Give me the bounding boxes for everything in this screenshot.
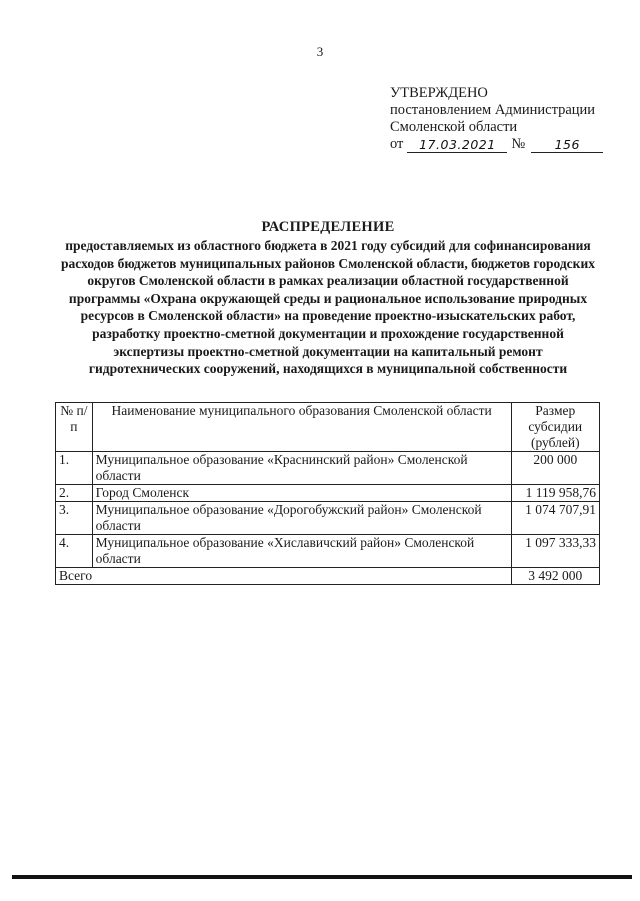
table-row (56, 485, 600, 502)
number-prefix: № (511, 136, 526, 152)
approval-title: УТВЕРЖДЕНО (390, 85, 488, 101)
header-municipality: Наименование муниципального образования Смоленской области (92, 403, 511, 452)
handwritten-date: 17.03.2021 (407, 138, 507, 153)
row-municipality: Муниципальное образование «Краснинский район» Смоленской области (92, 452, 511, 485)
row-amount: 1 074 707,91 (511, 502, 599, 535)
row-number: 2. (56, 485, 93, 502)
subsidy-table (55, 402, 600, 585)
row-municipality: Муниципальное образование «Дорогобужский район» Смоленской области (92, 502, 511, 535)
document-heading (58, 218, 598, 378)
total-label: Всего (56, 568, 512, 585)
row-number: 1. (56, 452, 93, 485)
total-amount: 3 492 000 (511, 568, 599, 585)
row-municipality: Город Смоленск (92, 485, 511, 502)
table-row (56, 502, 600, 535)
date-prefix: от (390, 136, 404, 152)
handwritten-number: 156 (531, 138, 603, 153)
row-amount: 1 097 333,33 (511, 535, 599, 568)
row-municipality: Муниципальное образование «Хиславичский район» Смоленской области (92, 535, 511, 568)
table-row (56, 452, 600, 485)
table-total-row (56, 568, 600, 585)
document-subtitle: предоставляемых из областного бюджета в 2021 году субсидий для софинансирования расходов бюджетов муниципальных районов Смоленской области, бюджетов городских округов Смоленской области в рамках реализации областной государственной программы «Охрана окружающей среды и рациональное использование природных ресурсов в Смоленской области» на проведение проектно-изыскательских работ, разработку проектно-сметной документации и прохождение государственной экспертизы проектно-сметной документации на капитальный ремонт гидротехнических сооружений, находящихся в муниципальной собственности (61, 238, 595, 377)
header-number: № п/п (56, 403, 93, 452)
document-title: РАСПРЕДЕЛЕНИЕ (261, 219, 395, 235)
table-row (56, 535, 600, 568)
row-amount: 200 000 (511, 452, 599, 485)
approval-region: Смоленской области (390, 119, 518, 135)
approval-stamp (390, 85, 620, 153)
row-amount: 1 119 958,76 (511, 485, 599, 502)
table-header-row (56, 403, 600, 452)
approval-authority: постановлением Администрации (390, 102, 596, 118)
row-number: 3. (56, 502, 93, 535)
approval-date-number-row (390, 136, 620, 153)
header-amount: Размер субсидии (рублей) (511, 403, 599, 452)
page-number: 3 (316, 44, 324, 59)
page-bottom-rule (12, 875, 632, 879)
row-number: 4. (56, 535, 93, 568)
